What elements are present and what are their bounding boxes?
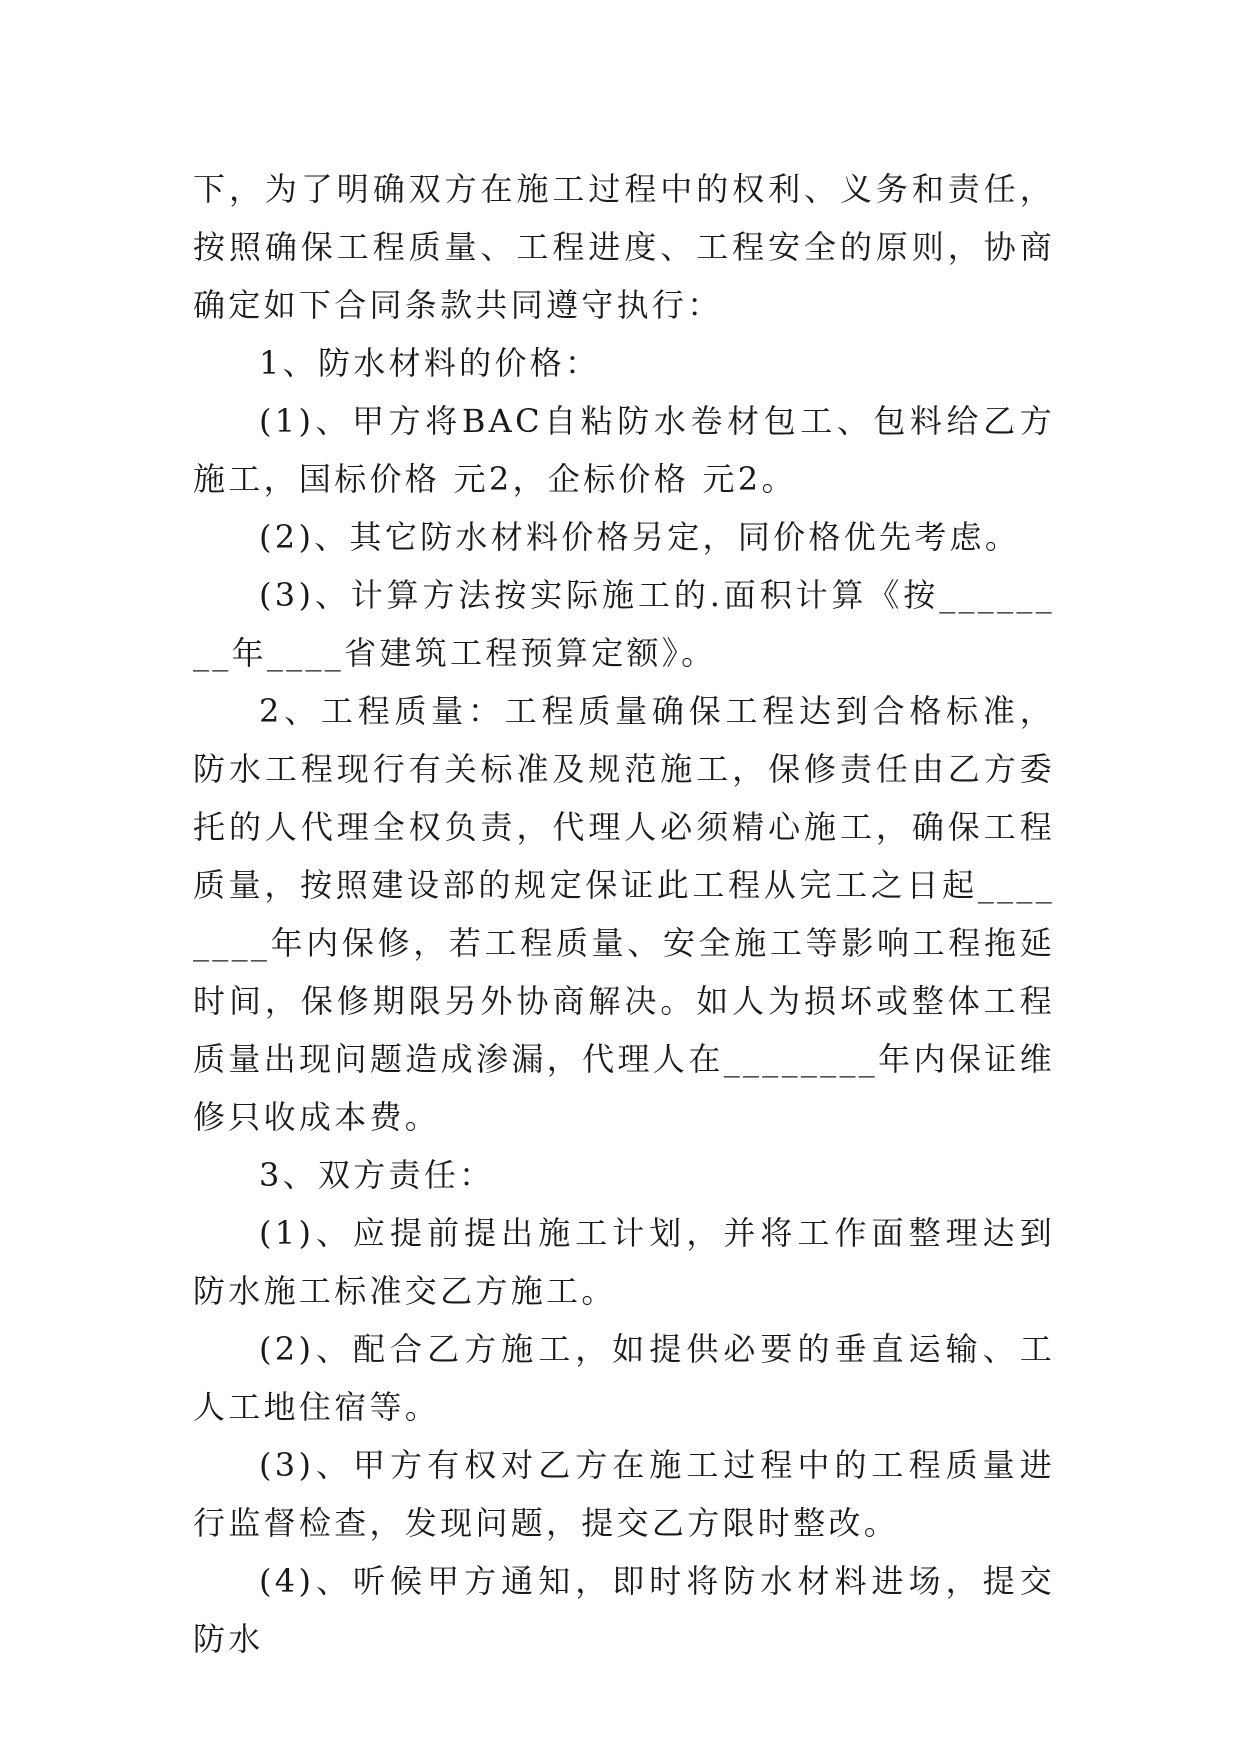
paragraph-section-3-item-2: (2)、配合乙方施工，如提供必要的垂直运输、工人工地住宿等。	[193, 1330, 1055, 1426]
paragraph-section-3-item-3: (3)、甲方有权对乙方在施工过程中的工程质量进行监督检查，发现问题，提交乙方限时整改。	[193, 1446, 1055, 1542]
paragraph-section-1-heading: 1、防水材料的价格：	[259, 344, 601, 382]
paragraph-section-1-item-3: (3)、计算方法按实际施工的.面积计算《按________年____省建筑工程预算定额》。	[193, 576, 1055, 672]
paragraph-section-3-heading: 3、双方责任：	[259, 1156, 495, 1194]
paragraph-section-3-item-4: (4)、听候甲方通知，即时将防水材料进场，提交防水	[193, 1562, 1055, 1658]
paragraph-intro: 下，为了明确双方在施工过程中的权利、义务和责任，按照确保工程质量、工程进度、工程安全的原则，协商确定如下合同条款共同遵守执行：	[193, 170, 1055, 324]
paragraph-section-1-item-2: (2)、其它防水材料价格另定，同价格优先考虑。	[259, 518, 1021, 556]
document-body	[193, 160, 1055, 1668]
paragraph-section-1-item-1: (1)、甲方将BAC自粘防水卷材包工、包料给乙方施工，国标价格 元2，企标价格 元2。	[193, 402, 1055, 498]
paragraph-section-2-quality: 2、工程质量：工程质量确保工程达到合格标准，防水工程现行有关标准及规范施工，保修责任由乙方委托的人代理全权负责，代理人必须精心施工，确保工程质量，按照建设部的规定保证此工程从完工之日起________年内保修，若工程质量、安全施工等影响工程拖延时间，保修期限另外协商解决。如人为损坏或整体工程质量出现问题造成渗漏，代理人在________年内保证维修只收成本费。	[193, 692, 1055, 1136]
paragraph-section-3-item-1: (1)、应提前提出施工计划，并将工作面整理达到防水施工标准交乙方施工。	[193, 1214, 1055, 1310]
